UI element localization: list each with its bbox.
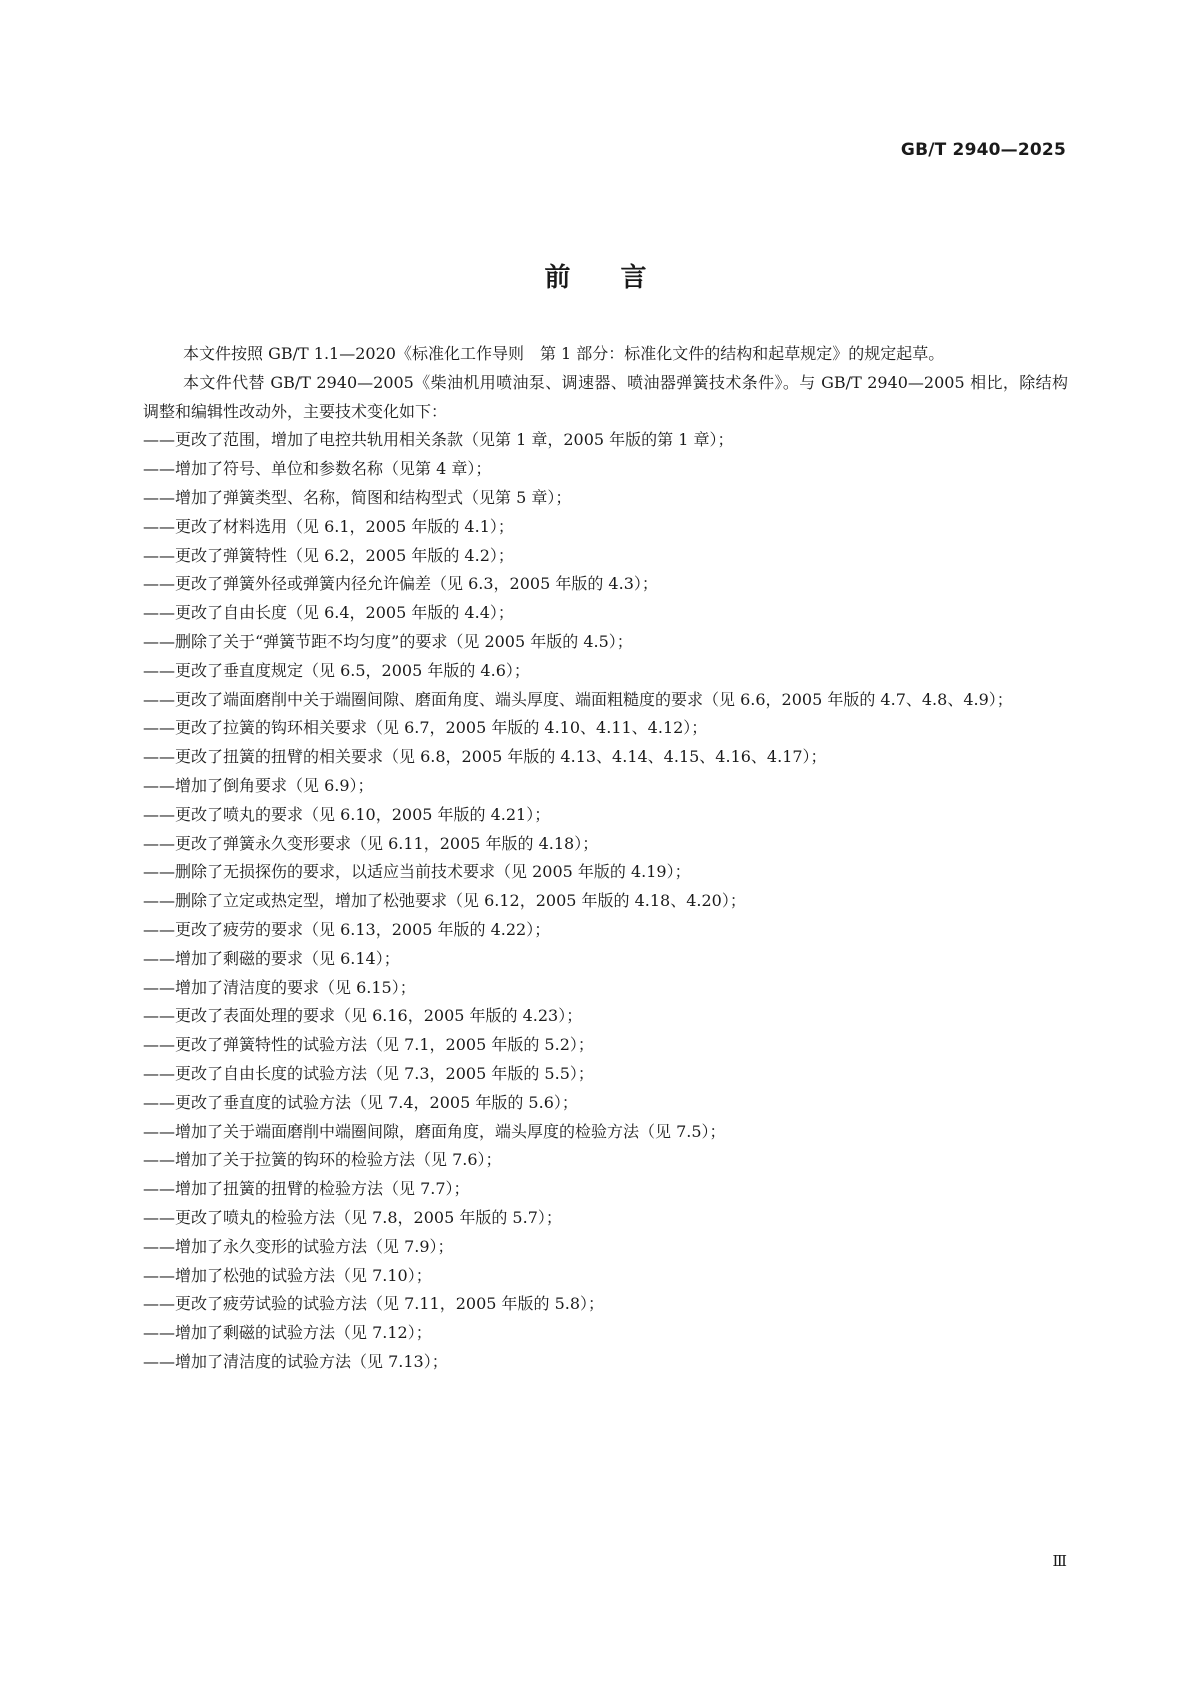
list-item: ——增加了松弛的试验方法（见 7.10）； xyxy=(143,1265,432,1285)
list-item: ——删除了立定或热定型，增加了松弛要求（见 6.12，2005 年版的 4.18、4.20）； xyxy=(143,891,746,911)
list-item: ——增加了清洁度的要求（见 6.15）； xyxy=(143,977,416,997)
list-item: ——增加了清洁度的试验方法（见 7.13）； xyxy=(143,1351,448,1371)
list-item: ——增加了倒角要求（见 6.9）； xyxy=(143,775,374,795)
list-item: ——更改了拉簧的钩环相关要求（见 6.7，2005 年版的 4.10、4.11、4.12）； xyxy=(143,718,708,738)
list-item: ——更改了弹簧永久变形要求（见 6.11，2005 年版的 4.18）； xyxy=(143,833,599,853)
list-item: ——更改了疲劳试验的试验方法（见 7.11，2005 年版的 5.8）； xyxy=(143,1294,605,1314)
list-item: ——更改了范围，增加了电控共轨用相关条款（见第 1 章，2005 年版的第 1 章）； xyxy=(143,430,734,450)
list-item: ——更改了扭簧的扭臂的相关要求（见 6.8，2005 年版的 4.13、4.14、4.15、4.16、4.17）； xyxy=(143,747,827,767)
list-item: ——更改了垂直度的试验方法（见 7.4，2005 年版的 5.6）； xyxy=(143,1092,578,1112)
list-item: ——更改了端面磨削中关于端圈间隙、磨面角度、端头厚度、端面粗糙度的要求（见 6.6，2005 年版的 4.7、4.8、4.9）； xyxy=(143,689,1013,709)
intro-paragraph-2: 本文件代替 GB/T 2940—2005《柴油机用喷油泵、调速器、喷油器弹簧技术条件》。与 GB/T 2940—2005 相比，除结构调整和编辑性改动外，主要技术变化如下： xyxy=(143,372,1068,421)
list-item: ——更改了喷丸的要求（见 6.10，2005 年版的 4.21）； xyxy=(143,804,551,824)
list-item: ——更改了弹簧特性（见 6.2，2005 年版的 4.2）； xyxy=(143,545,514,565)
list-item: ——更改了自由长度的试验方法（见 7.3，2005 年版的 5.5）； xyxy=(143,1063,594,1083)
list-item: ——增加了弹簧类型、名称，简图和结构型式（见第 5 章）； xyxy=(143,487,572,507)
list-item: ——更改了弹簧特性的试验方法（见 7.1，2005 年版的 5.2）； xyxy=(143,1035,594,1055)
intro-paragraph-1: 本文件按照 GB/T 1.1—2020《标准化工作导则 第 1 部分：标准化文件的结构和起草规定》的规定起草。 xyxy=(183,344,945,363)
list-item: ——增加了扭簧的扭臂的检验方法（见 7.7）； xyxy=(143,1179,470,1199)
list-item: ——更改了垂直度规定（见 6.5，2005 年版的 4.6）； xyxy=(143,660,530,680)
list-item: ——增加了符号、单位和参数名称（见第 4 章）； xyxy=(143,459,492,479)
page-number: Ⅲ xyxy=(1052,1552,1066,1570)
list-item: ——增加了关于拉簧的钩环的检验方法（见 7.6）； xyxy=(143,1150,502,1170)
list-item: ——更改了喷丸的检验方法（见 7.8，2005 年版的 5.7）； xyxy=(143,1207,562,1227)
list-item: ——删除了关于“弹簧节距不均匀度”的要求（见 2005 年版的 4.5）； xyxy=(143,631,633,651)
list-item: ——删除了无损探伤的要求，以适应当前技术要求（见 2005 年版的 4.19）； xyxy=(143,862,691,882)
changes-list xyxy=(143,426,1068,1376)
document-id: GB/T 2940—2025 xyxy=(900,140,1066,160)
list-item: ——增加了剩磁的试验方法（见 7.12）； xyxy=(143,1323,432,1343)
list-item: ——更改了自由长度（见 6.4，2005 年版的 4.4）； xyxy=(143,603,514,623)
document-body xyxy=(143,340,1068,1377)
list-item: ——更改了弹簧外径或弹簧内径允许偏差（见 6.3，2005 年版的 4.3）； xyxy=(143,574,658,594)
page-title: 前言 xyxy=(544,263,697,294)
list-item: ——更改了表面处理的要求（见 6.16，2005 年版的 4.23）； xyxy=(143,1006,583,1026)
list-item: ——更改了疲劳的要求（见 6.13，2005 年版的 4.22）； xyxy=(143,919,551,939)
list-item: ——更改了材料选用（见 6.1，2005 年版的 4.1）； xyxy=(143,516,514,536)
list-item: ——增加了剩磁的要求（见 6.14）； xyxy=(143,948,400,968)
list-item: ——增加了永久变形的试验方法（见 7.9）； xyxy=(143,1236,454,1256)
list-item: ——增加了关于端面磨削中端圈间隙，磨面角度，端头厚度的检验方法（见 7.5）； xyxy=(143,1121,726,1141)
